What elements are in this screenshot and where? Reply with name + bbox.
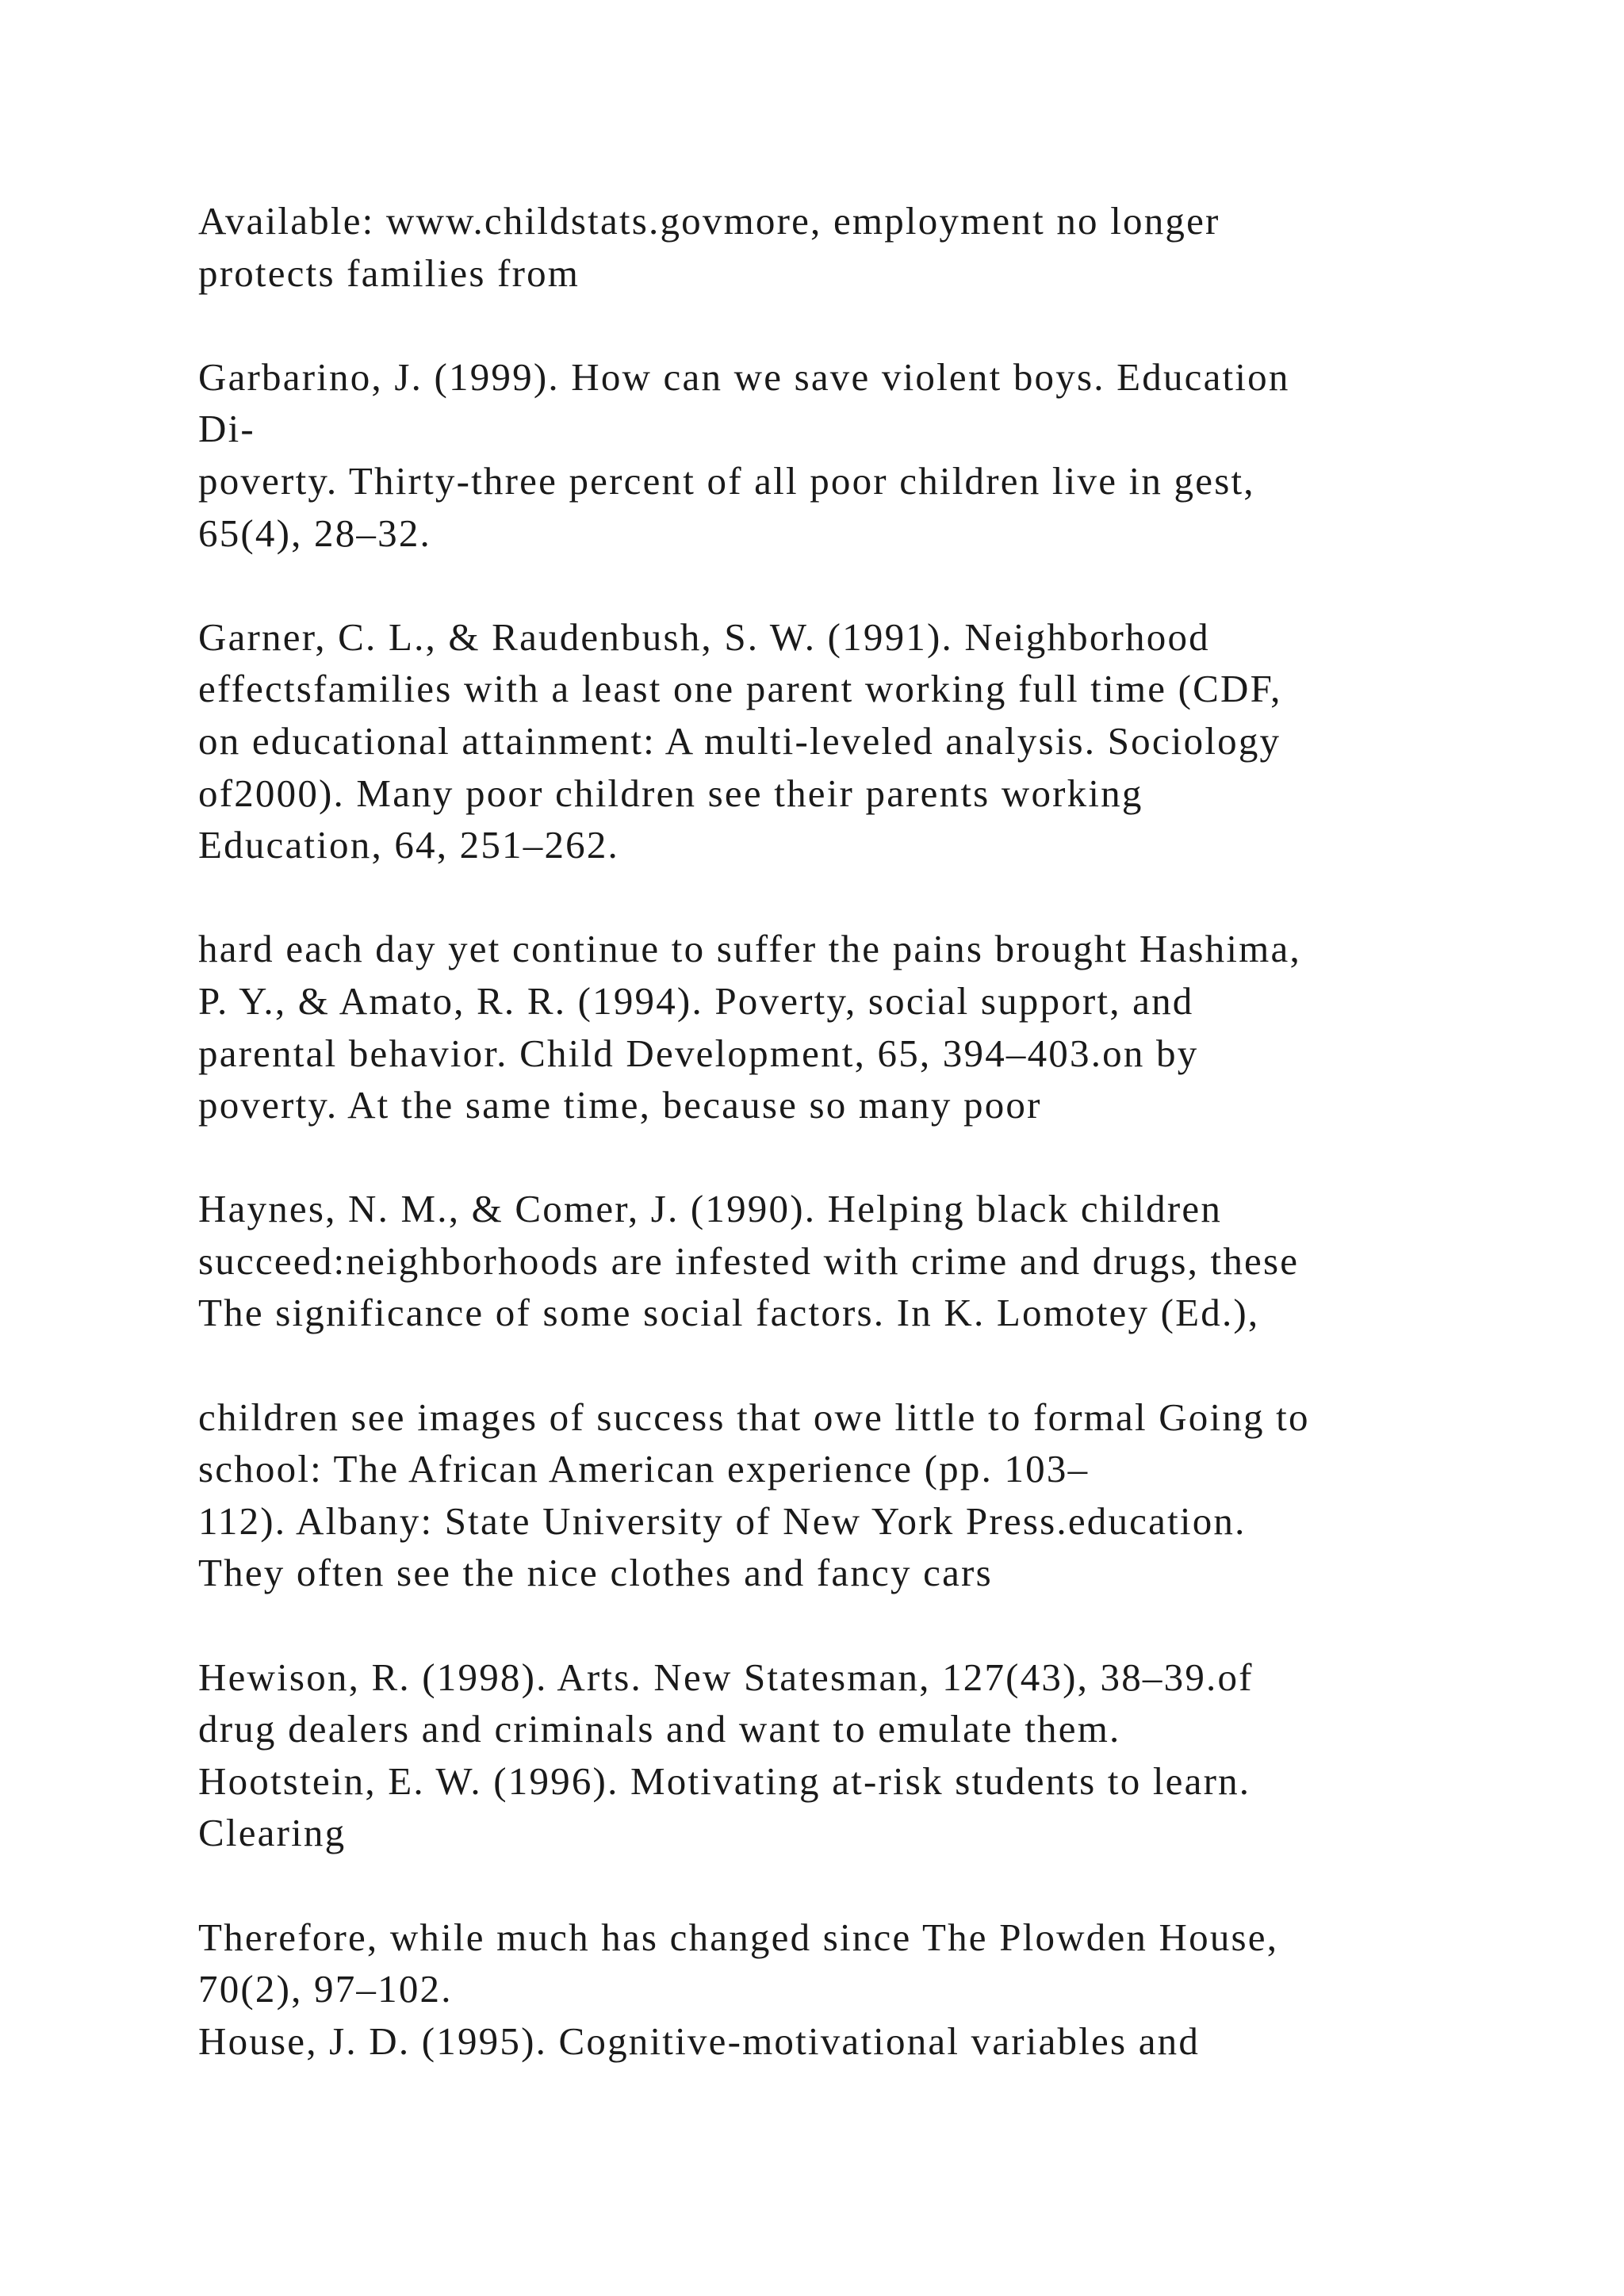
- text-line: school: The African American experience (pp. 103–: [198, 1447, 1090, 1491]
- paragraph-2: [198, 351, 1483, 559]
- text-line: Hewison, R. (1998). Arts. New Statesman, 127(43), 38–39.of: [198, 1655, 1254, 1699]
- text-line: 70(2), 97–102.: [198, 1967, 453, 2011]
- text-line: Haynes, N. M., & Comer, J. (1990). Helping black children: [198, 1187, 1223, 1231]
- text-line: Available: www.childstats.govmore, employment no longer: [198, 199, 1220, 243]
- text-line: protects families from: [198, 251, 580, 295]
- text-line: P. Y., & Amato, R. R. (1994). Poverty, social support, and: [198, 978, 1194, 1023]
- text-line: They often see the nice clothes and fancy cars: [198, 1551, 993, 1595]
- paragraph-8: [198, 1911, 1483, 2068]
- text-line: parental behavior. Child Development, 65, 394–403.on by: [198, 1031, 1199, 1075]
- text-line: 65(4), 28–32.: [198, 511, 431, 555]
- text-line: on educational attainment: A multi-leveled analysis. Sociology: [198, 718, 1281, 763]
- text-line: effectsfamilies with a least one parent working full time (CDF,: [198, 667, 1282, 711]
- paragraph-3: [198, 611, 1483, 871]
- text-line: Di-: [198, 407, 255, 451]
- text-line: 112). Albany: State University of New York Press.education.: [198, 1498, 1247, 1543]
- text-line: poverty. Thirty-three percent of all poor children live in gest,: [198, 458, 1255, 503]
- text-line: Therefore, while much has changed since The Plowden House,: [198, 1915, 1279, 1959]
- paragraph-6: [198, 1391, 1483, 1599]
- text-line: succeed:neighborhoods are infested with crime and drugs, these: [198, 1238, 1300, 1283]
- text-line: House, J. D. (1995). Cognitive-motivational variables and: [198, 2019, 1201, 2063]
- paragraph-1: [198, 195, 1483, 299]
- text-line: children see images of success that owe little to formal Going to: [198, 1395, 1310, 1439]
- document-text: [198, 195, 1483, 2119]
- paragraph-5: [198, 1183, 1483, 1339]
- text-line: Clearing: [198, 1811, 347, 1855]
- text-line: Garbarino, J. (1999). How can we save violent boys. Education: [198, 354, 1290, 399]
- paragraph-4: [198, 923, 1483, 1131]
- text-line: Hootstein, E. W. (1996). Motivating at-risk students to learn.: [198, 1758, 1251, 1803]
- text-line: hard each day yet continue to suffer the pains brought Hashima,: [198, 927, 1301, 971]
- paragraph-7: [198, 1651, 1483, 1859]
- text-line: Garner, C. L., & Raudenbush, S. W. (1991). Neighborhood: [198, 614, 1210, 659]
- text-line: drug dealers and criminals and want to emulate them.: [198, 1707, 1121, 1751]
- text-line: The significance of some social factors. In K. Lomotey (Ed.),: [198, 1291, 1260, 1335]
- text-line: of2000). Many poor children see their parents working: [198, 771, 1143, 815]
- text-line: poverty. At the same time, because so many poor: [198, 1083, 1042, 1127]
- text-line: Education, 64, 251–262.: [198, 823, 620, 867]
